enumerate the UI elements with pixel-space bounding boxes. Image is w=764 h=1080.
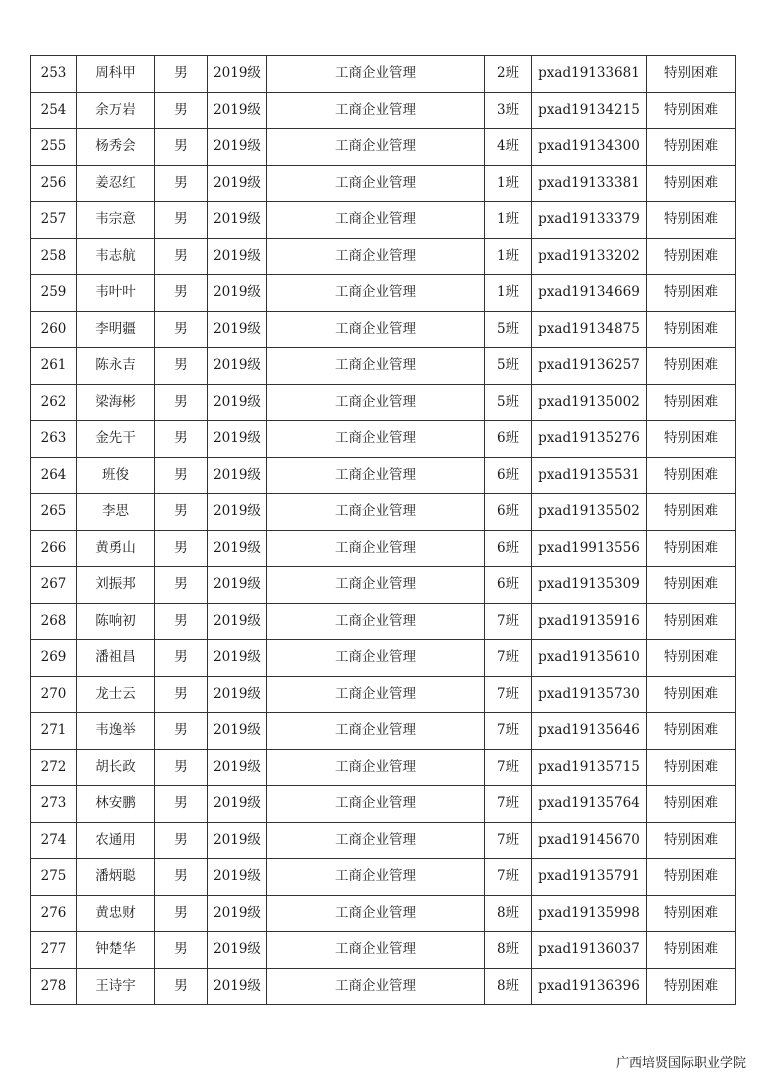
- table-row: [31, 457, 736, 494]
- cell-name: 潘炳聪: [77, 859, 155, 896]
- cell-grade: 2019级: [208, 676, 267, 713]
- cell-difficulty-level: 特别困难: [647, 895, 736, 932]
- table-row: [31, 603, 736, 640]
- cell-student-id: pxad19133379: [532, 202, 647, 239]
- cell-grade: 2019级: [208, 968, 267, 1005]
- table-row: [31, 275, 736, 312]
- cell-major: 工商企业管理: [267, 311, 485, 348]
- cell-grade: 2019级: [208, 275, 267, 312]
- cell-number: 254: [31, 92, 77, 129]
- table-row: [31, 165, 736, 202]
- table-row: [31, 859, 736, 896]
- cell-major: 工商企业管理: [267, 275, 485, 312]
- cell-grade: 2019级: [208, 457, 267, 494]
- cell-gender: 男: [155, 567, 208, 604]
- table-row: [31, 786, 736, 823]
- cell-student-id: pxad19135309: [532, 567, 647, 604]
- cell-class: 7班: [485, 822, 532, 859]
- cell-gender: 男: [155, 129, 208, 166]
- cell-gender: 男: [155, 932, 208, 969]
- cell-difficulty-level: 特别困难: [647, 56, 736, 93]
- table-row: [31, 749, 736, 786]
- cell-class: 8班: [485, 968, 532, 1005]
- roster-body: [31, 56, 736, 1005]
- cell-number: 253: [31, 56, 77, 93]
- cell-name: 余万岩: [77, 92, 155, 129]
- cell-major: 工商企业管理: [267, 238, 485, 275]
- cell-grade: 2019级: [208, 567, 267, 604]
- cell-difficulty-level: 特别困难: [647, 676, 736, 713]
- cell-number: 277: [31, 932, 77, 969]
- cell-difficulty-level: 特别困难: [647, 421, 736, 458]
- table-row: [31, 713, 736, 750]
- cell-difficulty-level: 特别困难: [647, 311, 736, 348]
- cell-number: 261: [31, 348, 77, 385]
- cell-major: 工商企业管理: [267, 421, 485, 458]
- table-row: [31, 676, 736, 713]
- cell-class: 6班: [485, 457, 532, 494]
- cell-difficulty-level: 特别困难: [647, 238, 736, 275]
- cell-student-id: pxad19135646: [532, 713, 647, 750]
- cell-gender: 男: [155, 311, 208, 348]
- cell-class: 6班: [485, 421, 532, 458]
- cell-major: 工商企业管理: [267, 713, 485, 750]
- cell-major: 工商企业管理: [267, 640, 485, 677]
- cell-student-id: pxad19135276: [532, 421, 647, 458]
- cell-number: 262: [31, 384, 77, 421]
- cell-major: 工商企业管理: [267, 895, 485, 932]
- cell-number: 271: [31, 713, 77, 750]
- cell-student-id: pxad19145670: [532, 822, 647, 859]
- cell-student-id: pxad19135916: [532, 603, 647, 640]
- cell-student-id: pxad19135502: [532, 494, 647, 531]
- cell-major: 工商企业管理: [267, 567, 485, 604]
- cell-student-id: pxad19913556: [532, 530, 647, 567]
- cell-number: 266: [31, 530, 77, 567]
- cell-number: 264: [31, 457, 77, 494]
- cell-number: 257: [31, 202, 77, 239]
- cell-student-id: pxad19133681: [532, 56, 647, 93]
- cell-major: 工商企业管理: [267, 932, 485, 969]
- cell-grade: 2019级: [208, 932, 267, 969]
- cell-student-id: pxad19135730: [532, 676, 647, 713]
- cell-number: 274: [31, 822, 77, 859]
- cell-class: 6班: [485, 530, 532, 567]
- cell-name: 韦宗意: [77, 202, 155, 239]
- cell-gender: 男: [155, 238, 208, 275]
- cell-difficulty-level: 特别困难: [647, 822, 736, 859]
- cell-class: 7班: [485, 713, 532, 750]
- cell-major: 工商企业管理: [267, 603, 485, 640]
- cell-name: 梁海彬: [77, 384, 155, 421]
- table-row: [31, 567, 736, 604]
- cell-name: 黄勇山: [77, 530, 155, 567]
- table-row: [31, 311, 736, 348]
- cell-class: 8班: [485, 932, 532, 969]
- cell-class: 7班: [485, 676, 532, 713]
- cell-number: 258: [31, 238, 77, 275]
- cell-difficulty-level: 特别困难: [647, 749, 736, 786]
- cell-class: 7班: [485, 786, 532, 823]
- cell-class: 7班: [485, 640, 532, 677]
- cell-difficulty-level: 特别困难: [647, 348, 736, 385]
- cell-major: 工商企业管理: [267, 676, 485, 713]
- cell-number: 276: [31, 895, 77, 932]
- table-row: [31, 348, 736, 385]
- cell-number: 278: [31, 968, 77, 1005]
- cell-gender: 男: [155, 494, 208, 531]
- cell-gender: 男: [155, 749, 208, 786]
- cell-grade: 2019级: [208, 384, 267, 421]
- cell-grade: 2019级: [208, 348, 267, 385]
- cell-class: 5班: [485, 311, 532, 348]
- cell-major: 工商企业管理: [267, 749, 485, 786]
- cell-name: 王诗宇: [77, 968, 155, 1005]
- table-row: [31, 238, 736, 275]
- cell-number: 260: [31, 311, 77, 348]
- cell-class: 4班: [485, 129, 532, 166]
- cell-difficulty-level: 特别困难: [647, 275, 736, 312]
- cell-gender: 男: [155, 822, 208, 859]
- cell-student-id: pxad19134669: [532, 275, 647, 312]
- cell-grade: 2019级: [208, 238, 267, 275]
- table-row: [31, 895, 736, 932]
- cell-grade: 2019级: [208, 311, 267, 348]
- cell-student-id: pxad19135791: [532, 859, 647, 896]
- cell-name: 胡长政: [77, 749, 155, 786]
- cell-name: 班俊: [77, 457, 155, 494]
- cell-difficulty-level: 特别困难: [647, 92, 736, 129]
- cell-major: 工商企业管理: [267, 494, 485, 531]
- cell-number: 272: [31, 749, 77, 786]
- cell-name: 潘祖昌: [77, 640, 155, 677]
- institution-footer: 广西培贤国际职业学院: [615, 1056, 746, 1071]
- cell-major: 工商企业管理: [267, 348, 485, 385]
- cell-student-id: pxad19135610: [532, 640, 647, 677]
- table-row: [31, 494, 736, 531]
- cell-major: 工商企业管理: [267, 202, 485, 239]
- cell-gender: 男: [155, 640, 208, 677]
- table-row: [31, 968, 736, 1005]
- cell-student-id: pxad19134215: [532, 92, 647, 129]
- cell-name: 姜忍红: [77, 165, 155, 202]
- cell-number: 270: [31, 676, 77, 713]
- cell-number: 273: [31, 786, 77, 823]
- cell-class: 7班: [485, 749, 532, 786]
- cell-difficulty-level: 特别困难: [647, 567, 736, 604]
- cell-number: 265: [31, 494, 77, 531]
- cell-number: 269: [31, 640, 77, 677]
- cell-name: 李思: [77, 494, 155, 531]
- table-row: [31, 56, 736, 93]
- cell-grade: 2019级: [208, 421, 267, 458]
- cell-grade: 2019级: [208, 640, 267, 677]
- cell-class: 1班: [485, 202, 532, 239]
- cell-class: 3班: [485, 92, 532, 129]
- cell-gender: 男: [155, 859, 208, 896]
- cell-class: 6班: [485, 567, 532, 604]
- cell-name: 龙士云: [77, 676, 155, 713]
- cell-number: 256: [31, 165, 77, 202]
- cell-class: 6班: [485, 494, 532, 531]
- cell-student-id: pxad19135002: [532, 384, 647, 421]
- cell-grade: 2019级: [208, 165, 267, 202]
- cell-grade: 2019级: [208, 494, 267, 531]
- cell-difficulty-level: 特别困难: [647, 713, 736, 750]
- cell-name: 李明疆: [77, 311, 155, 348]
- cell-major: 工商企业管理: [267, 786, 485, 823]
- cell-major: 工商企业管理: [267, 129, 485, 166]
- cell-gender: 男: [155, 713, 208, 750]
- cell-gender: 男: [155, 968, 208, 1005]
- cell-number: 263: [31, 421, 77, 458]
- table-row: [31, 530, 736, 567]
- cell-name: 韦逸举: [77, 713, 155, 750]
- cell-class: 8班: [485, 895, 532, 932]
- cell-grade: 2019级: [208, 92, 267, 129]
- cell-gender: 男: [155, 202, 208, 239]
- cell-difficulty-level: 特别困难: [647, 932, 736, 969]
- table-row: [31, 640, 736, 677]
- cell-grade: 2019级: [208, 603, 267, 640]
- cell-class: 7班: [485, 859, 532, 896]
- cell-difficulty-level: 特别困难: [647, 603, 736, 640]
- cell-gender: 男: [155, 603, 208, 640]
- table-row: [31, 129, 736, 166]
- cell-difficulty-level: 特别困难: [647, 129, 736, 166]
- cell-grade: 2019级: [208, 202, 267, 239]
- cell-name: 韦叶叶: [77, 275, 155, 312]
- cell-student-id: pxad19135715: [532, 749, 647, 786]
- table-row: [31, 421, 736, 458]
- table-row: [31, 92, 736, 129]
- cell-difficulty-level: 特别困难: [647, 530, 736, 567]
- cell-number: 267: [31, 567, 77, 604]
- cell-grade: 2019级: [208, 859, 267, 896]
- cell-gender: 男: [155, 56, 208, 93]
- cell-name: 刘振邦: [77, 567, 155, 604]
- cell-number: 268: [31, 603, 77, 640]
- cell-grade: 2019级: [208, 895, 267, 932]
- cell-number: 275: [31, 859, 77, 896]
- cell-gender: 男: [155, 275, 208, 312]
- cell-student-id: pxad19136037: [532, 932, 647, 969]
- cell-difficulty-level: 特别困难: [647, 640, 736, 677]
- cell-class: 7班: [485, 603, 532, 640]
- table-row: [31, 384, 736, 421]
- cell-class: 2班: [485, 56, 532, 93]
- student-roster-table: [30, 55, 736, 1005]
- cell-grade: 2019级: [208, 530, 267, 567]
- cell-gender: 男: [155, 457, 208, 494]
- cell-name: 陈永吉: [77, 348, 155, 385]
- cell-major: 工商企业管理: [267, 530, 485, 567]
- cell-name: 杨秀会: [77, 129, 155, 166]
- cell-student-id: pxad19135764: [532, 786, 647, 823]
- table-row: [31, 202, 736, 239]
- cell-name: 韦志航: [77, 238, 155, 275]
- cell-student-id: pxad19133202: [532, 238, 647, 275]
- cell-difficulty-level: 特别困难: [647, 202, 736, 239]
- table-row: [31, 932, 736, 969]
- cell-student-id: pxad19134300: [532, 129, 647, 166]
- cell-gender: 男: [155, 895, 208, 932]
- cell-difficulty-level: 特别困难: [647, 457, 736, 494]
- cell-gender: 男: [155, 676, 208, 713]
- cell-grade: 2019级: [208, 713, 267, 750]
- table-row: [31, 822, 736, 859]
- cell-difficulty-level: 特别困难: [647, 384, 736, 421]
- cell-gender: 男: [155, 786, 208, 823]
- cell-grade: 2019级: [208, 749, 267, 786]
- cell-major: 工商企业管理: [267, 968, 485, 1005]
- cell-major: 工商企业管理: [267, 92, 485, 129]
- cell-grade: 2019级: [208, 786, 267, 823]
- cell-class: 1班: [485, 165, 532, 202]
- cell-name: 钟楚华: [77, 932, 155, 969]
- cell-number: 259: [31, 275, 77, 312]
- cell-class: 1班: [485, 238, 532, 275]
- cell-student-id: pxad19134875: [532, 311, 647, 348]
- cell-student-id: pxad19136396: [532, 968, 647, 1005]
- cell-gender: 男: [155, 384, 208, 421]
- cell-difficulty-level: 特别困难: [647, 968, 736, 1005]
- cell-major: 工商企业管理: [267, 457, 485, 494]
- cell-student-id: pxad19133381: [532, 165, 647, 202]
- cell-grade: 2019级: [208, 129, 267, 166]
- cell-student-id: pxad19135531: [532, 457, 647, 494]
- cell-grade: 2019级: [208, 822, 267, 859]
- cell-name: 黄忠财: [77, 895, 155, 932]
- cell-name: 农通用: [77, 822, 155, 859]
- cell-name: 周科甲: [77, 56, 155, 93]
- cell-grade: 2019级: [208, 56, 267, 93]
- cell-major: 工商企业管理: [267, 56, 485, 93]
- cell-difficulty-level: 特别困难: [647, 786, 736, 823]
- cell-difficulty-level: 特别困难: [647, 494, 736, 531]
- cell-class: 1班: [485, 275, 532, 312]
- cell-gender: 男: [155, 530, 208, 567]
- cell-difficulty-level: 特别困难: [647, 859, 736, 896]
- cell-number: 255: [31, 129, 77, 166]
- cell-name: 金先干: [77, 421, 155, 458]
- cell-student-id: pxad19135998: [532, 895, 647, 932]
- cell-gender: 男: [155, 165, 208, 202]
- cell-major: 工商企业管理: [267, 859, 485, 896]
- cell-major: 工商企业管理: [267, 822, 485, 859]
- cell-class: 5班: [485, 348, 532, 385]
- cell-major: 工商企业管理: [267, 165, 485, 202]
- cell-gender: 男: [155, 92, 208, 129]
- cell-student-id: pxad19136257: [532, 348, 647, 385]
- cell-class: 5班: [485, 384, 532, 421]
- cell-gender: 男: [155, 348, 208, 385]
- cell-difficulty-level: 特别困难: [647, 165, 736, 202]
- cell-major: 工商企业管理: [267, 384, 485, 421]
- cell-gender: 男: [155, 421, 208, 458]
- cell-name: 陈响初: [77, 603, 155, 640]
- cell-name: 林安鹏: [77, 786, 155, 823]
